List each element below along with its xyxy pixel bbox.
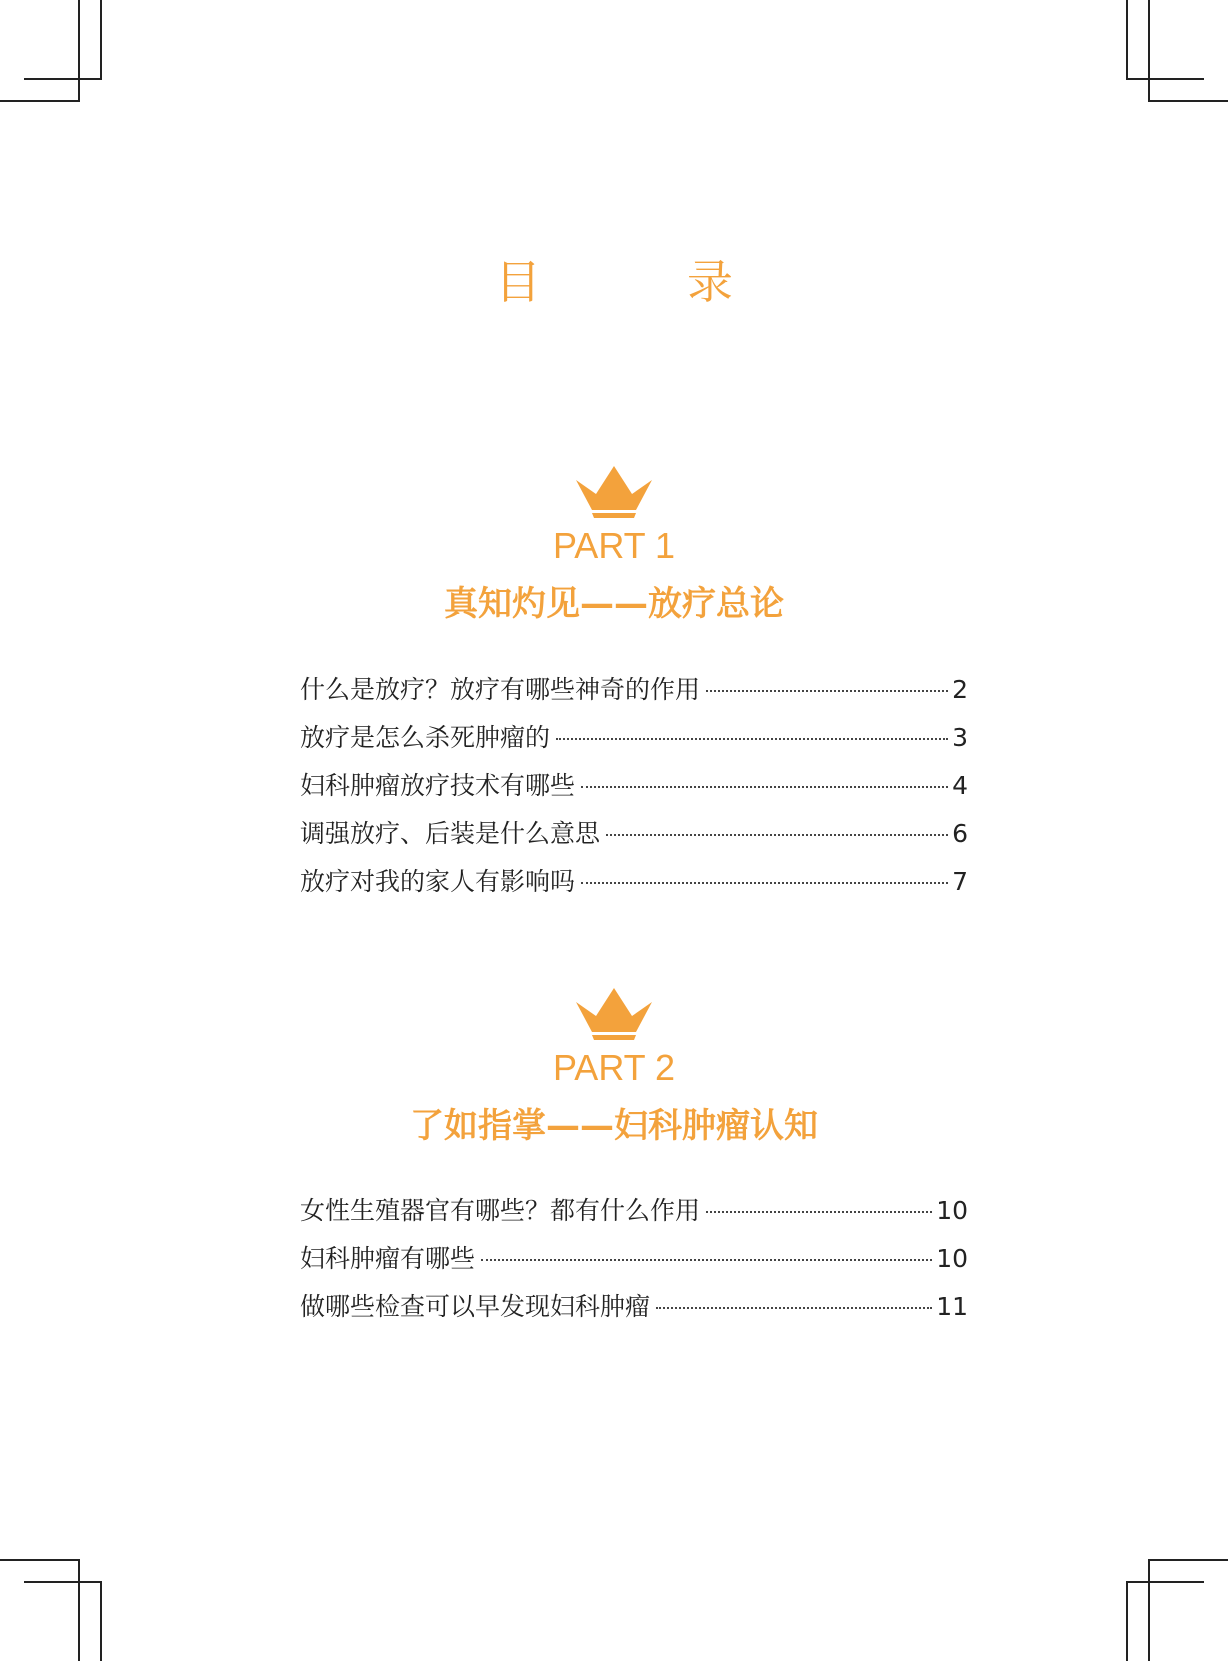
crop-mark <box>1148 1559 1150 1661</box>
toc-entry-page: 4 <box>952 771 968 800</box>
part-1-heading <box>0 466 1228 626</box>
crop-mark <box>1126 0 1128 80</box>
toc-entry-page: 3 <box>952 723 968 752</box>
toc-entry[interactable] <box>300 762 968 810</box>
toc-entry-title: 女性生殖器官有哪些？都有什么作用 <box>300 1196 701 1225</box>
crop-mark <box>100 1581 102 1661</box>
crop-mark <box>1148 1559 1228 1561</box>
crown-icon <box>574 988 654 1040</box>
dot-leader <box>481 1259 932 1261</box>
part-subtitle: 了如指掌——妇科肿瘤认知 <box>410 1106 818 1146</box>
page-title: 目 录 <box>495 255 783 309</box>
part-2-heading <box>0 988 1228 1148</box>
toc-entry-title: 什么是放疗？放疗有哪些神奇的作用 <box>300 675 701 704</box>
crop-mark <box>78 1559 80 1661</box>
crop-mark <box>1148 100 1228 102</box>
dot-leader <box>581 786 948 788</box>
dot-leader <box>706 690 948 692</box>
crop-mark <box>1126 1581 1128 1661</box>
crop-mark <box>24 1581 102 1583</box>
toc-entry-page: 10 <box>936 1244 968 1273</box>
toc-entry-title: 妇科肿瘤放疗技术有哪些 <box>300 771 576 800</box>
dot-leader <box>656 1307 932 1309</box>
toc-entry-page: 2 <box>952 675 968 704</box>
crop-mark <box>1126 1581 1204 1583</box>
toc-entry-title: 放疗对我的家人有影响吗 <box>300 867 576 896</box>
crop-mark <box>0 1559 80 1561</box>
toc-entry-title: 妇科肿瘤有哪些 <box>300 1244 476 1273</box>
toc-entry-page: 11 <box>936 1292 968 1321</box>
toc-entry[interactable] <box>300 1187 968 1235</box>
toc-entry-page: 6 <box>952 819 968 848</box>
toc-entry[interactable] <box>300 810 968 858</box>
crop-mark <box>1148 0 1150 102</box>
toc-entry[interactable] <box>300 1235 968 1283</box>
toc-entry[interactable] <box>300 714 968 762</box>
crop-mark <box>1126 78 1204 80</box>
toc-list-part-2 <box>300 1187 968 1331</box>
toc-entry-title: 调强放疗、后装是什么意思 <box>300 819 601 848</box>
part-subtitle: 真知灼见——放疗总论 <box>444 584 784 624</box>
crop-mark <box>78 0 80 102</box>
crop-mark <box>100 0 102 80</box>
toc-entry[interactable] <box>300 666 968 714</box>
toc-entry[interactable] <box>300 858 968 906</box>
toc-list-part-1 <box>300 666 968 906</box>
toc-entry-title: 放疗是怎么杀死肿瘤的 <box>300 723 551 752</box>
crop-mark <box>24 78 102 80</box>
part-label: PART 2 <box>552 1047 676 1088</box>
crown-icon <box>574 466 654 518</box>
part-label: PART 1 <box>552 525 676 566</box>
toc-entry-page: 10 <box>936 1196 968 1225</box>
dot-leader <box>581 882 948 884</box>
dot-leader <box>556 738 948 740</box>
toc-entry-title: 做哪些检查可以早发现妇科肿瘤 <box>300 1292 651 1321</box>
crop-mark <box>0 100 80 102</box>
toc-entry[interactable] <box>300 1283 968 1331</box>
dot-leader <box>706 1211 932 1213</box>
toc-entry-page: 7 <box>952 867 968 896</box>
dot-leader <box>606 834 948 836</box>
